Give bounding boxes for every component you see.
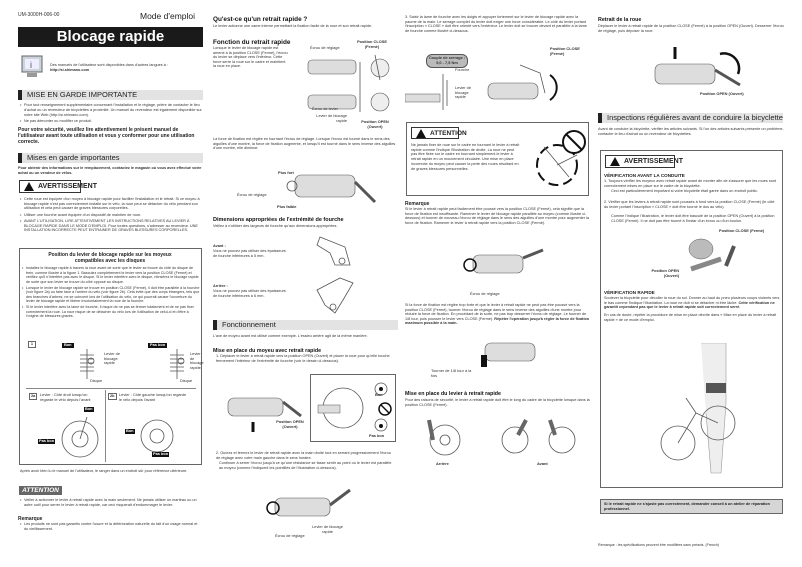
warning-icon <box>24 182 34 191</box>
footnote: Après avoir bien lu le manuel de l'utilisateur, le ranger dans un endroit sûr pour référence ultérieure. <box>20 469 188 473</box>
close-position-label: Position CLOSE (Fermé) <box>357 39 387 49</box>
page-title: Blocage rapide <box>18 27 203 47</box>
fork-label: Fourche <box>455 67 470 72</box>
open-position-label: Position OPEN (Ouvert) <box>361 119 389 129</box>
hub-close-illustration <box>480 55 565 110</box>
warning-icon <box>416 129 426 138</box>
svg-text:i: i <box>30 60 32 70</box>
front-lever-illustration <box>500 415 585 460</box>
stronger-label: Plus fort <box>278 170 294 175</box>
check-item-1: 1. Toujours vérifier les moyeux avec retrait rapide avant de monter afin de s'assurer que les roues sont correctement mises en place sur le cadre de la bicyclette. <box>604 179 777 188</box>
dimensions-text: Veillez à n'utiliser des largeurs de fourche qu'aux dimensions appropriées. <box>213 224 338 228</box>
lever-place-title: Mise en place du levier à retrait rapide <box>405 391 501 397</box>
rear-lever-illustration <box>420 415 470 460</box>
torque-label: Couple de serrage : <box>428 55 466 60</box>
remarque-text: Si le levier à retrait rapide peut facilement être poussé vers la position CLOSE (Fermé), cela signifie que la force de fixation est insuffisante. Ramener le levier de blocage rapide parallèle au moyeu (comme illustré ci-dessous) et tourner de nouveau l'écrou de réglage dans le sens des aiguilles d'une montre pour augmenter la force de fixation. Ramener le levier à retrait rapide vers la position CLOSE (Fermé). <box>405 207 590 225</box>
section-inspections: Inspections régulières avant de conduire la bicyclette <box>598 113 783 123</box>
good-badge: Bon <box>85 406 93 411</box>
bullet: • Veiller à actionner le levier à retrait rapide avec la main seulement. Ne jamais utiliser un marteau ou un autre outil pour serrer le levier à retrait rapide, car ceci risquerait d'endommager le levier. <box>20 498 200 507</box>
lever-label: Levier de blocage rapide <box>104 351 121 366</box>
doc-type: Mode d'emploi <box>140 11 196 21</box>
wrong-rotation-illustration <box>529 127 589 192</box>
not-good-label: Pas bon <box>369 433 385 438</box>
inspection-warning-box <box>600 150 783 488</box>
operation-text: L'axe de moyeu avant est utilisé comme exemple. L'essieu arrière agit de la même manière. <box>213 334 368 338</box>
disc-box-title: Position du levier de blocage rapide sur les moyeux compatibles avec les disques <box>48 252 172 264</box>
quick-check-title: VÉRIFICATION RAPIDE <box>604 290 655 295</box>
lever-label: Levier de blocage rapide <box>455 85 472 100</box>
removal-title: Retrait de la roue <box>598 17 642 23</box>
quick-check-text-2: En cas de doute, répéter la procédure de mise en place décrite dans « Mise en place du levier à retrait rapide » de ce mode d'emploi. <box>604 313 777 322</box>
lever-nut-label: Écrou de levier <box>312 106 338 111</box>
front-text: Vous ne pouvez pas utiliser des épaisseurs de fourche inférieures à 5 mm. <box>213 249 286 258</box>
hub-disc-illustration-bad <box>165 349 190 379</box>
good-label: Bon <box>375 392 383 397</box>
step-1: 1. Déplacer le levier à retrait rapide vers la position OPEN (Ouvert) et placer la roue pour qu'elle touche fermement l'intérieur de l'extrémité de fourche (voir le dessin ci-dessous). <box>216 354 390 363</box>
step-2-continue: Continuer à serrer l'écrou jusqu'à ce qu'une résistance se fasse sentir au point où le levier est parallèle au moyeu (comme l'indiquent les pointillés de l'illustration ci-dessous). <box>219 461 392 470</box>
mises-text: Pour obtenir des informations sur le remplacement, contactez le magasin où vous avez effectué votre achat ou un vendeur de vélos. <box>18 166 202 175</box>
adjusting-nut-label: Écrou de réglage <box>470 291 500 296</box>
manuals-link[interactable]: http://si.shimano.com <box>50 67 90 72</box>
professional-note: Si le retrait rapide ne s'ajuste pas correctement, demander conseil à un atelier de réparation professionnel. <box>600 499 783 514</box>
fig2a-text: Levier : Côté droit lorsqu'on regarde le vélo depuis l'avant <box>40 392 91 402</box>
lever-close-illustration <box>681 234 746 279</box>
rear-label: Arrière : <box>213 284 228 288</box>
dropout-good-bad-icon <box>369 379 394 437</box>
bullet: • Cette roue est équipée d'un moyeu à blocage rapide pour faciliter l'installation et le retrait. Si ce moyeu à blocage rapide n'est pas correctement installé sur le vélo, la roue peut se détacher du vélo pendant son utilisation et cela peut causer de graves blessures corporelles. <box>20 197 202 211</box>
front-dropout-illustration <box>315 235 355 270</box>
rear-dropout-illustration <box>315 275 355 315</box>
disc-hub-box <box>19 248 202 465</box>
figure-2b-label: 2b <box>110 393 115 398</box>
footer-note: Remarque : les spécifications peuvent être modifiées sans préavis. (French) <box>598 543 720 547</box>
not-good-badge: Pas bon <box>150 342 166 347</box>
bullet: • Lorsque le levier de blocage rapide se trouve en position CLOSE (Fermé), il doit être parallèle à la fourche (voir figure 2a) ou faire face à l'arrière du vélo (voir figure 2b). Cela évite que des corps étrangers, tels que des branches d'arbres, ne se coincent lors de l'utilisation du vélo, ce qui pourrait causer l'ouverture du levier de blocage rapide et libérer involontairement la roue de la fourche. <box>22 286 200 304</box>
front-label: Avant <box>537 461 548 466</box>
rear-text: Vous ne pouvez pas utiliser des épaisseurs de fourche inférieures à 6 mm. <box>213 289 286 298</box>
section-operation: Fonctionnement <box>213 320 398 330</box>
attention-text: Ne jamais fixer de roue sur le cadre en tournant le levier à retrait rapide comme l'indique l'illustration de droite. La roue ne peut pas être fixée sur le cadre en tournant simplement le levier à retrait rapide en un mouvement circulaire. Une mise en place incorrecte du moyeu peut causer la perte des roues résultant en de graves blessures personnelles. <box>411 143 520 171</box>
warning-label: AVERTISSEMENT <box>605 155 675 168</box>
fig2b-text: Levier : Côté gauche lorsqu'on regarde le vélo depuis l'avant <box>119 392 187 402</box>
weaker-label: Plus faible <box>277 204 297 209</box>
open-position-label: Position OPEN (Ouvert) <box>651 268 679 278</box>
function-title: Fonction du retrait rapide <box>213 39 291 46</box>
good-badge: Bon <box>126 428 134 433</box>
bullet: • Installez le blocage rapide à travers la roue avant de sorte que le levier se trouve du côté du disque de frein, comme illustré à la figure 1. Basculez complètement le levier vers la position CLOSE (Fermé) et vérifiez qu'il n'interfère pas avec le disque. Si le levier interfère avec le disque, réinsérez le blocage rapide de sorte que son levier se trouve du côté opposé au disque. <box>22 266 200 284</box>
good-badge: Bon <box>64 342 72 347</box>
step-2: 2. Ouvrez et fermez le levier de retrait rapide avec la main droite tout en serrant progressivement l'écrou de réglage avec votre main gauche dans le sens horaire. <box>216 451 391 460</box>
dropout-detail-box <box>310 374 396 442</box>
bicycle-check-illustration <box>656 343 746 483</box>
not-good-badge: Pas bon <box>39 438 55 443</box>
inspections-text: Avant de conduire la bicyclette, vérifier les articles suivants. Si l'un des articles suivants présente un problème, contacter le lieu d'achat ou un revendeur de bicyclettes. <box>598 127 784 136</box>
attention-box <box>406 122 589 196</box>
eighth-turn-label: Tourner de 1/8 tour à la fois <box>431 368 472 378</box>
bullet: • Utiliser une fourche avant équipée d'un dispositif de maintien de roue. <box>20 213 202 218</box>
open-position-label: Position OPEN (Ouvert) <box>276 419 304 429</box>
safety-notice: Pour votre sécurité, veuillez lire attentivement le présent manuel de l'utilisateur avant toute utilisation et vous y conformer pour une utilisation correcte. <box>18 127 195 145</box>
attention-label: ATTENTION <box>411 127 459 139</box>
adjusting-nut-label: Écrou de réglage <box>310 45 340 50</box>
divider <box>26 388 196 389</box>
remarque-text-2: Si la force de fixation est réglée trop forte et que le levier à retrait rapide ne peut pas être poussé vers la position CLOSE (Fermé), tourner l'écrou de réglage dans le sens inverse des aiguilles d'une montre pour réduire la force de fixation. En procédant de la sorte, ne pas trop desserrer l'écrou de réglage. Le tourner de 1/8 tour, puis pousser le levier vers CLOSE (Fermé). Répéter l'opération jusqu'à régler la force de fixation maximum possible à la main. <box>405 303 590 326</box>
hub-disc-illustration-good <box>75 349 100 379</box>
check-title: VÉRIFICATION AVANT LA CONDUITE <box>604 173 685 178</box>
step-3: 3. Saisir la lame de fourche avec les doigts et appuyer fortement sur le levier de blocage rapide avec la paume de la main. Le serrage complet du levier doit exiger une force considérable. Le côté du levier portant l'inscription « CLOSE » doit être orienté vers l'extérieur. Le levier doit se trouver devant et parallèle à la lame de fourche comme illustré ci-dessous. <box>405 15 587 33</box>
install-title: Mise en place du moyeu avec retrait rapide <box>213 348 322 354</box>
close-position-label: Position CLOSE (Fermé) <box>719 228 765 233</box>
wheel-right-illustration <box>55 414 100 459</box>
warning-label: AVERTISSEMENT <box>19 180 81 193</box>
function-text: Lorsque le levier de blocage rapide est amené à la position CLOSE (Fermé), l'écrou du levier se déplace vers l'intérieur. Cette force serre la roue sur le cadre et maintient la roue en place. <box>213 46 288 69</box>
doc-code: UM-3000H-006-00 <box>18 12 60 18</box>
lever-label: Levier de blocage rapide <box>190 351 204 370</box>
section-mises: Mises en garde importantes <box>18 153 203 163</box>
hub-eighth-turn-illustration <box>475 335 555 375</box>
attention-label: ATTENTION <box>19 486 62 495</box>
removal-text: Déplacer le levier à retrait rapide de la position CLOSE (Fermé) à la position OPEN (Ouvert). Desserrer l'écrou de réglage, puis déposer la roue. <box>598 24 784 33</box>
lever-place-text: Pour des raisons de sécurité, le levier à retrait rapide doit être le long du cadre de la bicyclette lorsque dans la position CLOSE (Fermé). <box>405 398 590 407</box>
remarque-title: Remarque <box>18 516 43 522</box>
bullet: • AVANT L'UTILISATION, LIRE ATTENTIVEMENT LES INSTRUCTIONS RELATIVES AU LEVIER À BLOCAGE RAPIDE DANS LE MODE D'EMPLOI. Pour toutes questions, s'adresser au revendeur. UNE INSTALLATION INCORRECTE PEUT ENTRAINER DE GRAVES BLESSURES CORPORELLES. <box>20 219 202 233</box>
dimensions-title: Dimensions appropriées de l'extrémité de fourche <box>213 217 344 223</box>
adjusting-nut-label: Écrou de réglage <box>275 533 305 538</box>
not-good-badge: Pas bon <box>153 451 169 456</box>
bullet: • Ne pas démonter ou modifier ce produit. <box>20 119 202 124</box>
figure-2a-label: 2a <box>31 393 36 398</box>
disc-label: Disque <box>180 378 193 383</box>
close-position-label: Position CLOSE (Fermé) <box>550 46 580 56</box>
figure-1-label: 1 <box>28 341 36 348</box>
lever-label: Levier de blocage rapide <box>312 524 343 534</box>
adjusting-nut-label: Écrou de réglage <box>237 192 267 197</box>
warning-icon <box>610 157 620 166</box>
front-label: Avant : <box>213 244 226 248</box>
disc-label: Disque <box>90 378 103 383</box>
fork-lever-side-illustration <box>405 72 450 112</box>
monitor-icon <box>19 54 45 80</box>
check-item-1b: Ceci est particulièrement important si votre bicyclette était garée dans un endroit public. <box>611 189 759 193</box>
hub-lever-parallel-illustration <box>445 240 545 290</box>
bullet: • Les produits ne sont pas garantis contre l'usure et la détérioration naturelle du fait d'un usage normal et du vieillissement. <box>20 522 200 531</box>
torque-box <box>426 54 468 68</box>
fork-wheel-illustration <box>313 380 368 435</box>
lever-label: Levier de blocage rapide <box>316 113 347 123</box>
rear-label: Arrière <box>436 461 449 466</box>
check-item-2b: Comme l'indique l'illustration, le levier doit être basculé de la position OPEN (Ouvert) à la position CLOSE (Fermé). Il ne doit pas être tourné à l'instar d'un écrou ou d'un boulon. <box>611 214 775 223</box>
bullet: • Pour tout renseignement supplémentaire concernant l'installation et le réglage, prière de contacter le lieu d'achat ou un revendeur de bicyclettes à proximité. Un manuel du revendeur est également disponible sur notre site Web (http://si.shimano.com). <box>20 103 202 117</box>
remarque-title: Remarque <box>405 201 430 207</box>
torque-value: 5,0 - 7,5 Nm <box>436 59 458 65</box>
check-item-2: 2. Vérifier que les leviers à retrait rapide sont poussés à fond vers la position CLOSE (Fermé) (le côté du levier portant l'inscription « CLOSE » doit être tourné le dos au vélo). <box>604 200 775 209</box>
what-title: Qu'est-ce qu'un retrait rapide ? <box>213 16 308 23</box>
what-text: Le levier actionne une came interne permettant la fixation facile de la roue et son retrait rapide. <box>213 24 373 28</box>
quick-check-text: Soulever la bicyclette pour décoller la roue du sol. Donner au haut du pneu plusieurs coups violents vers le bas comme l'indique l'illustration. La roue ne doit ni se détacher ni être lâche. Cette vérification ne garantit cependant pas que le levier à retrait rapide soit correctement serré. <box>604 296 780 310</box>
manuals-text: Des manuels de l'utilisateur sont disponibles dans d'autres langues à : <box>50 63 168 67</box>
open-position-label: Position OPEN (Ouvert) <box>700 91 744 96</box>
section-important: MISE EN GARDE IMPORTANTE <box>18 90 203 100</box>
divider <box>105 390 106 462</box>
bullet: • Si le levier interfère avec la lame de fourche, il risque de ne pas se fermer totalement et de ne pas fixer correctement la roue. La roue risque de se détacher du vélo lors de l'utilisation de celui-ci et d'être à l'origine de blessures graves. <box>22 305 200 319</box>
force-text: La force de fixation est réglée en tournant l'écrou de réglage. Lorsque l'écrou est tourné dans le sens des aiguilles d'une montre, la force de fixation augmente, et lorsqu'il est tourné dans le sens inverse des aiguilles d'une montre, elle diminue. <box>213 137 396 151</box>
